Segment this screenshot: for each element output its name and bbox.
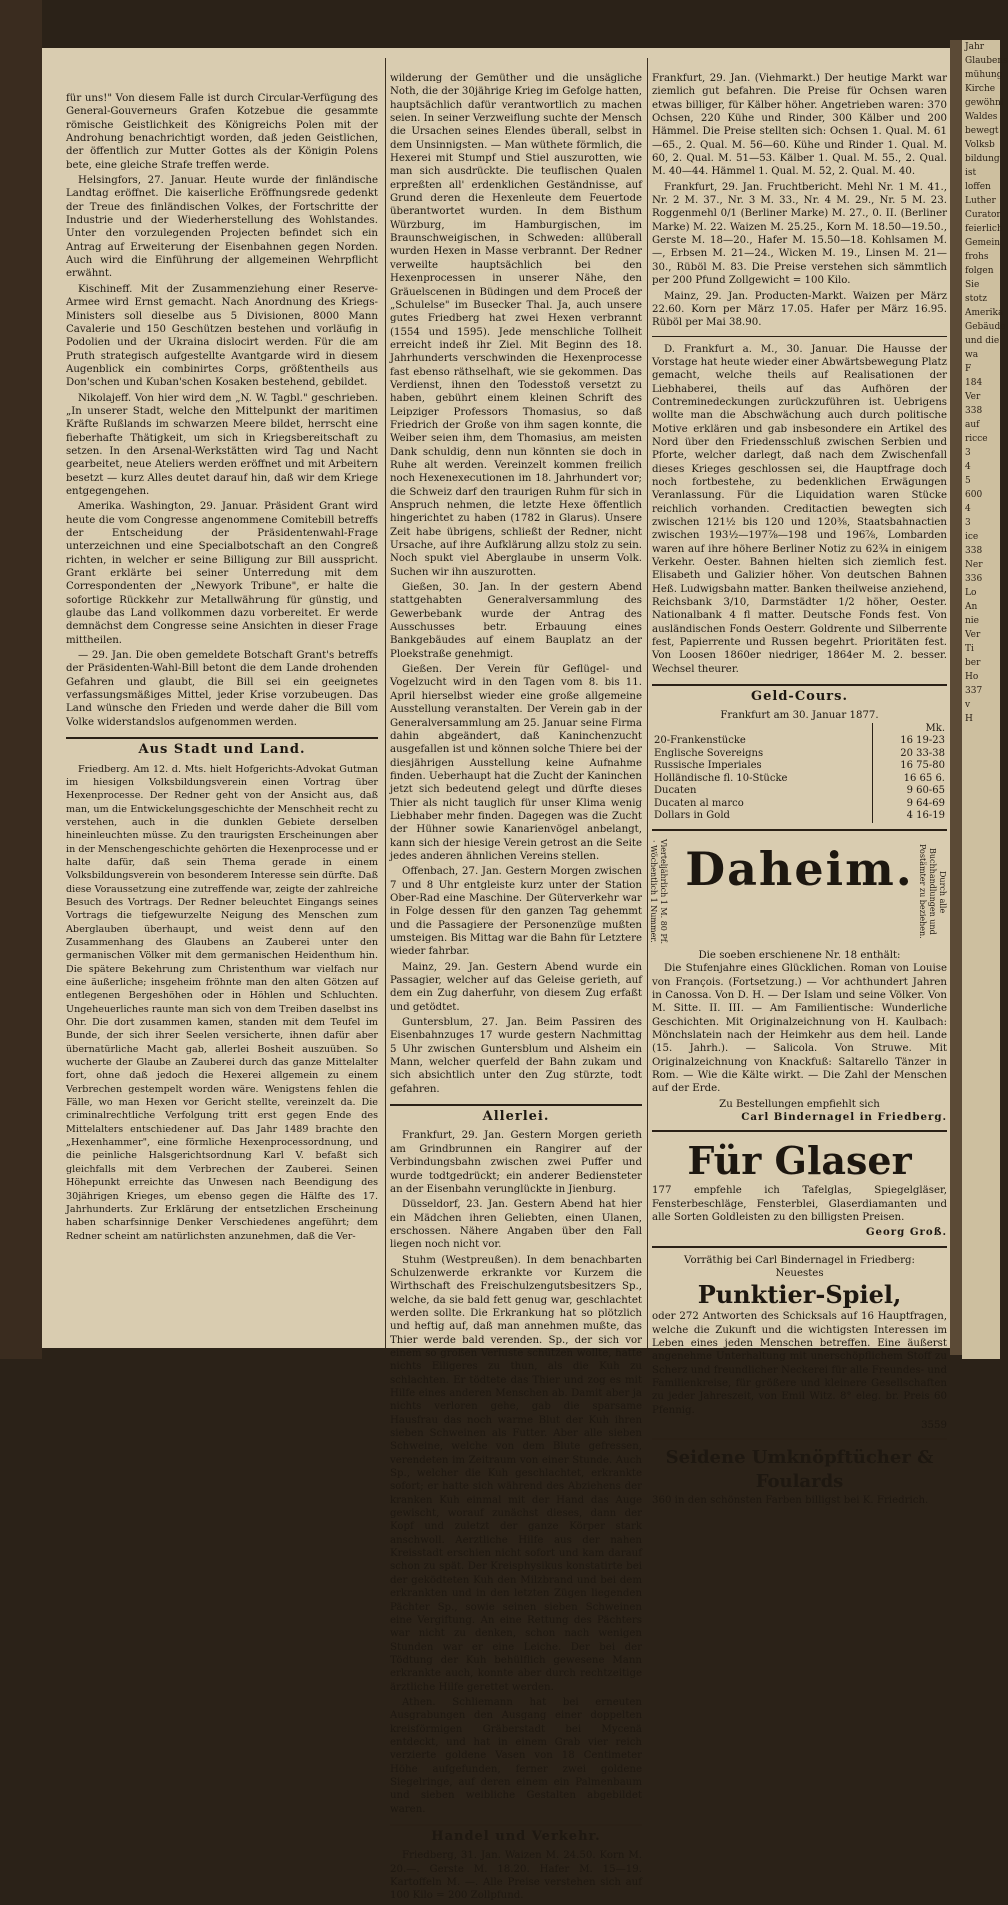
article-athen: Athen. Schliemann hat bei erneuten Ausgrabungen den Ausgang einer doppelten kreisförmigen Gräberstadt bei Mycenä entdeckt, und hat in einem Grab vier reich verzierte goldene Vasen von 18 Centimeter Höhe aufgefunden, ferner zwei goldene Siegelringe, auf deren einem ein Palmenbaum und sieben weibliche Gestalten abgebildet waren. xyxy=(390,1696,642,1815)
article-fruchtbericht: Frankfurt, 29. Jan. Fruchtbericht. Mehl Nr. 1 M. 41., Nr. 2 M. 37., Nr. 3 M. 33., Nr. 4 M. 29., Nr. 5 M. 23. Roggenmehl 0/1 (Berliner Marke) M. 27., 0. II. (Berliner Marke) M. 22. Waizen M. 25.25., Korn M. 18.50—19.50., Gerste M. 18—20., Hafer M. 15.50—18. Kohlsamen M. —, Erbsen M. 21—24., Wicken M. 19., Linsen M. 21—30., Rüböl M. 83. Die Preise verstehen sich sämmtlich per 200 Pfund Zollgewicht = 100 Kilo. xyxy=(652,181,947,287)
cours-unit: Mk. xyxy=(873,723,948,736)
punktier-title: Punktier-Spiel, xyxy=(697,1280,902,1310)
article-hexen-continued: wilderung der Gemüther und die unsägliche Noth, die der 30jährige Krieg im Gefolge hatten, hauptsächlich dafür verantwortlich zu machen seien. In seiner Verzweiflung suchte der Mensch die Ursachen seines Elendes überall, selbst in dem Unsinnigsten. — Man wüthete förmlich, die Hexerei mit Stumpf und Stiel auszurotten, wie man sich ausdrückte. Die teuflischen Qualen erpreßten all' erdenklichen Geständnisse, auf Grund deren die Hexenleute dem Feuertode überantwortet wurden. In dem Bisthum Würzburg, im Hamburgischen, im Braunschweigischen, in Schweden: allüberall wurden Hexen in Masse verbrannt. Der Redner verweilte hauptsächlich bei den Hexenprocessen in unserer Nähe, den Gräuelscenen in Büdingen und dem Proceß der „Schulelse" im Busecker Thal. Ja, auch unsere gutes Friedberg hat zwei Hexen verbrannt (1554 und 1595). Jede menschliche Tollheit erreicht indeß ihr Ziel. Mit Beginn des 18. Jahrhunderts verschwinden die Hexenprocesse fast ebenso räthselhaft, wie sie gekommen. Das Verdienst, ihnen den Todesstoß versetzt zu haben, gebührt einem kleinen Schrift des Leipziger Professors Thomasius, so daß Friedrich der Große von ihm sagen konnte, die Weiber seien ihm, dem Thomasius, am meisten Dank schuldig, denn nun könnten sie doch in Ruhe alt werden. Vereinzelt kommen freilich noch Hexenexecutionen im 18. Jahrhundert vor; die Schweiz darf den traurigen Ruhm für sich in Anspruch nehmen, die letzte Hexe öffentlich hingerichtet zu haben (1782 in Glarus). Unsere Zeit habe übrigens, schließt der Redner, nicht Ursache, auf ihre Aufklärung allzu stolz zu sein. Noch spukt viel Aberglaube in unserm Volk. Suchen wir ihn auszurotten. xyxy=(390,73,643,578)
adjacent-page-line: auf xyxy=(965,420,980,430)
glaser-ad-seller: Georg Groß. xyxy=(865,1226,947,1239)
adjacent-page-line: ricce xyxy=(965,434,988,444)
article-friedberg-markt: Friedberg, 31. Jan. Waizen M. 24.50. Korn M. 20.—. Gerste M. 18.20. Hafer M. 15—19. Kartoffeln M. —. Alle Preise verstehen sich auf 100 Kilo = 200 Zollpfund. xyxy=(390,1850,642,1902)
adjacent-page-line: 338 xyxy=(965,406,983,416)
adjacent-page-line: Ver xyxy=(965,392,981,402)
adjacent-page-line: 4 xyxy=(965,504,971,514)
article-giessen-2: Gießen. Der Verein für Geflügel- und Vogelzucht wird in den Tagen vom 8. bis 11. April hierselbst wieder eine große allgemeine Ausstellung veranstalten. Der Verein gab in der Generalversammlung am 25. Januar seine Firma dahin abgeändert, daß Kaninchenzucht ausgefallen ist und können solche Thiere bei der diesjährigen Ausstellung keine Aufnahme finden. Ueberhaupt hat die Zucht der Kaninchen jetzt sich bedeutend gelegt und dürfte dieses Thier als nicht tauglich für unser Klima wenig Liebhaber mehr finden. Dagegen was die Zucht der Hühner sowie Kanarienvögel anbelangt, kann sich der hiesige Verein getrost an die Seite jedes anderen ähnlichen Vereins stellen. xyxy=(390,664,642,862)
daheim-ad xyxy=(649,837,947,949)
daheim-issue: Die soeben erschienene Nr. 18 enthält: xyxy=(698,949,901,961)
article-duesseldorf: Düsseldorf, 23. Jan. Gestern Abend hat hier ein Mädchen ihren Geliebten, einen Ulanen, erschossen. Nähere Angaben über den Fall liegen noch nicht vor. xyxy=(390,1199,642,1251)
punktier-newest: Neuestes xyxy=(775,1268,824,1279)
book-spine-edge xyxy=(0,0,42,1359)
cours-value: 20 33-38 xyxy=(873,748,948,761)
adjacent-page-line: 5 xyxy=(965,476,971,486)
column-3 xyxy=(649,72,947,1508)
article-friedberg-hexen: Friedberg. Am 12. d. Mts. hielt Hofgerichts-Advokat Gutman im hiesigen Volksbildungsverein einen Vortrag über Hexenprocesse. Der Redner geht von der Ansicht aus, daß man, um die Entwickelungsgeschichte der Menschheit recht zu verstehen, auch in die dunklen Gebiete derselben hineinleuchten müsse. Zu den traurigsten Erscheinungen aber in der Menschengeschichte gehörten die Hexenprocesse und er halte dafür, daß sein Thema gerade in einem Volksbildungsverein von besonderem Interesse sein dürfte. Daß diese Voraussetzung eine zutreffende war, zeigte der zahlreiche Besuch des Vortrags. Der Redner beleuchtet Eingangs seines Vortrags die tiefgewurzelte Neigung des Menschen zum Aberglauben überhaupt, und weist denn auf den Zusammenhang des Glaubens an Zauberei unter den germanischen Völker mit dem germanischen Heidenthum hin. Die spätere Bekehrung zum Christenthum war vielfach nur eine äußerliche; insgeheim fröhnte man den alten Götzen auf entlegenen Bergeshöhen oder in Höhlen und Schluchten. Ungeheuerliches raunte man sich von dem Treiben daselbst ins Ohr. Die dort zusammen kamen, standen mit dem Teufel im Bunde, der sich ihrer Seelen versicherte, ihnen dafür aber übernatürliche Macht gab, allerlei Bosheit auszuüben. So wucherte der Glaube an Zauberei durch das ganze Mittelalter fort, ohne daß jedoch die Hexerei allgemein zu einem Verbrechen gestempelt worden wäre. Wenigstens fehlen die Fälle, wo man Hexen vor Gericht stellte, vereinzelt da. Die criminalrechtliche Verfolgung tritt erst gegen Ende des Mittelalters entschiedener auf. Das Jahr 1489 brachte den „Hexenhammer", eine förmliche Hexenprocessordnung, und die peinliche Halsgerichtsordnung Karl V. befaßt sich gleichfalls mit dem Verbrechen der Zauberei. Seinen Höhepunkt erreichte das Unwesen nach Beendigung des 30jährigen Krieges, um ebenso gegen die Hälfte des 17. Jahrhunderts. Zur Erklärung der entsetzlichen Erscheinung haben scharfsinnige Denker Verschiedenes angeführt; dem Redner scheint am natürlichsten anzunehmen, daß die Ver- xyxy=(66,763,378,1242)
cours-currency: Ducaten xyxy=(654,785,697,797)
cours-value: 16 75-80 xyxy=(873,760,948,773)
adjacent-page-line: Gebäude xyxy=(965,322,1006,332)
daheim-contents: Die Stufenjahre eines Glücklichen. Roman von Louise von François. (Fortsetzung.) — Vor achthundert Jahren in Canossa. Von D. H. — Der Islam und seine Völker. Von M. Sitte. II. III. — Am Familientische: Wunderliche Geschichten. Mit Originalzeichnung von H. Kaulbach: Mönchslatein nach der Heimkehr aus dem heil. Lande (15. Jahrh.). — Salicola. Von Struwe. Mit Originalzeichnung von Knackfuß: Saltarello Tänzer in Rom. — Wie die Kälte wirkt. — Die Zahl der Menschen auf der Erde. xyxy=(652,963,947,1095)
adjacent-page-line: Volksb xyxy=(965,140,995,150)
adjacent-page-fragment xyxy=(962,40,1008,1359)
article-mainz: Mainz, 29. Jan. Gestern Abend wurde ein Passagier, welcher auf das Geleise gerieth, auf dem ein Zug daherfuhr, von diesem Zug erfaßt und getödtet. xyxy=(390,961,642,1013)
article-helsingfors: Helsingfors, 27. Januar. Heute wurde der finländische Landtag eröffnet. Die kaiserliche Eröffnungsrede gedenkt der Treue des finländischen Volkes, der Fortschritte der Industrie und der Wiederherstellung des Wohlstandes. Unter den vorzulegenden Projecten befindet sich ein Antrag auf Erweiterung der Eisenbahnen gegen Norden. Auch wird die Einführung der allgemeinen Wehrpflicht erwähnt. xyxy=(66,175,378,280)
adjacent-page-line: Sie xyxy=(965,280,980,290)
punktier-stock-note: Vorräthig bei Carl Bindernagel in Friedberg: xyxy=(684,1254,915,1266)
cours-currency: Ducaten al marco xyxy=(654,797,744,809)
adjacent-page-line: v xyxy=(965,700,971,710)
article-frankfurt-rangirer: Frankfurt, 29. Jan. Gestern Morgen gerieth am Grindbrunnen ein Rangirer auf der Verbindungsbahn zwischen zwei Puffer und wurde todtgedrückt; ein anderer Bediensteter an der Eisenbahn verunglückte in Jienburg. xyxy=(390,1130,642,1195)
daheim-distribution-note: Durch alle Buchhandlungen und Postämter zu beziehen. xyxy=(918,844,947,940)
adjacent-page-line: 4 xyxy=(965,462,971,472)
adjacent-page-line: Gemein xyxy=(965,238,1001,248)
adjacent-page-line: stotz xyxy=(965,294,988,304)
cours-currency: Russische Imperiales xyxy=(654,760,762,772)
adjacent-page-line: frohs xyxy=(965,252,989,262)
column-1 xyxy=(66,92,378,1245)
adjacent-page-line: Jahr xyxy=(965,42,985,52)
punktier-number: 3559 xyxy=(921,1420,947,1432)
adjacent-page-line: folgen xyxy=(965,266,994,276)
glaser-ad-text: 177 empfehle ich Tafelglas, Spiegelgläser, Fensterbeschläge, Fensterblei, Glaserdiamanten und alle Sorten Goldleisten zu den billigsten Preisen. xyxy=(652,1185,947,1223)
article-mainz-producten: Mainz, 29. Jan. Producten-Markt. Waizen per März 22.60. Korn per März 17.05. Hafer per März 16.95. Rüböl per Mai 38.90. xyxy=(652,290,947,329)
article-stuhm: Stuhm (Westpreußen). In dem benachbarten Schulzenwerde erkrankte vor Kurzem die Wirthschaft des Freischulzengutsbesitzers Sp., welche, da sie bald fett genug war, geschlachtet werden sollte. Die Erkrankung hat so plötzlich und heftig auf, daß man annehmen mußte, das Thier werde bald verenden. Sp., der sich vor einem so großen Verluste schützen wollte, hatte nichts Eiligeres zu thun, als die Kuh zu schlachten. Er tödtete das Thier und zog es mit Hilfe eines anderen Menschen ab. Damit aber ja nichts verloren gehe, gab die sparsame Hausfrau das noch warme Blut der Kuh ihren sieben Schweinen als Futter. Aber alle sieben Schweine, welche von dem Blute gefressen, verendeten im Zeitraum von einer Stunde. Auch Sp., welcher die Kuh geschlachtet, erkrankte sofort; er hatte sich während des Abziehens der kranken Kuh einmal mit der Hand das Auge gewischt, worauf zunächst dieses, dann der Kopf und zuletzt der ganze Körper stark anschwoll. Aerztliche Hilfe aus der nahen Kreisstadt erschien nicht sofort und kam darauf schon zu spät. Der Kreisphysikus konstatirte bei der geködteten Kuh den Milzbrand und bei dem erkrankten und in den letzten Zügen liegenden Pächter Sp., sowie seinen sieben Schweinen eine Vergiftung. An eine Rettung des Pächters war nicht zu denken, schon nach wenigen Stunden war er eine Leiche. Der bei der Tödtung der Kuh behülflich gewesene Mann erkrankte auch, konnte aber durch rechtzeitige ärztliche Hilfe gerettet werden. xyxy=(390,1254,642,1693)
adjacent-page-line: ber xyxy=(965,658,981,668)
adjacent-page-line: Curator xyxy=(965,210,1001,220)
cours-table xyxy=(652,723,947,823)
cours-value: 16 19-23 xyxy=(873,735,948,748)
adjacent-page-line: Luther xyxy=(965,196,996,206)
column-2 xyxy=(390,72,642,1905)
cours-currency: Holländische fl. 10-Stücke xyxy=(654,772,788,784)
adjacent-page-line: nie xyxy=(965,616,980,626)
article-grant-botschaft: — 29. Jan. Die oben gemeldete Botschaft Grant's betreffs der Präsidenten-Wahl-Bill betont die dem Lande drohenden Gefahren und glaubt, die Bill sei ein geeignetes verfassungsmäßiges Mittel, jeder Krise vorzubeugen. Das Land wünsche den Frieden und werde daher die Bill vom Volke widerstandslos aufgenommen werden. xyxy=(66,650,378,728)
adjacent-page-line: Lo xyxy=(965,588,977,598)
adjacent-page-line: Ho xyxy=(965,672,979,682)
adjacent-page-line: 600 xyxy=(965,490,983,500)
glaser-ad-title: Für Glaser xyxy=(687,1138,912,1184)
section-heading-stadt-land: Aus Stadt und Land. xyxy=(66,737,378,756)
article-boerse: D. Frankfurt a. M., 30. Januar. Die Hausse der Vorstage hat heute wieder einer Abwärtsbewegung Platz gemacht, welche theils auf Realisationen der Liebhaberei, theils auf das Aufhören der Contreminedeckungen zurückzuführen ist. Uebrigens wollte man die Abschwächung auch durch politische Motive erklären und gab insbesondere ein Artikel des Nord über den Friedensschluß zwischen Serbien und Pforte, welcher darlegt, daß nach dem Zwischenfall dieses Krieges geschlossen sei, die Hauptfrage doch noch fortbestehe, zu bedenklichen Erwägungen Veranlassung. Für die Liquidation waren Stücke reichlich vorhanden. Creditactien bewegten sich zwischen 121½ bis 120 und 120⅜, Staatsbahnactien zwischen 193½—197⅞—198 und 196⅞, Lombarden waren auf ihre höhere Berliner Notiz zu 62¾ in einigem Verkehr. Oester. Bahnen hielten sich ziemlich fest. Elisabeth und Galizier höher. Von deutschen Bahnen Heß. Ludwigsbahn matter. Banken theilweise anziehend, Reichsbank 3/10, Darmstädter 1/2 höher, Oester. Nationalbank 4 fl matter. Deutsche Fonds fest. Von ausländischen Fonds Oesterr. Goldrente und Silberrente fest, Papierrente und Russen begehrt. Prioritäten fest. Von Loosen 1860er niedriger, 1864er M. 2. besser. Wechsel theurer. xyxy=(652,343,947,675)
cours-date: Frankfurt am 30. Januar 1877. xyxy=(720,710,879,722)
adjacent-page-line: Ner xyxy=(965,560,983,570)
cours-row xyxy=(652,773,947,786)
cours-row xyxy=(652,760,947,773)
adjacent-page-line: H xyxy=(965,714,973,724)
article-offenbach: Offenbach, 27. Jan. Gestern Morgen zwischen 7 und 8 Uhr entgleiste kurz unter der Station Ober-Rad eine Maschine. Der Güterverkehr war in Folge dessen für den ganzen Tag gehemmt und die Passagiere der Personenzüge mußten umsteigen. Bis Mittag war die Bahn für Letztere wieder fahrbar. xyxy=(390,866,642,958)
adjacent-page-line: 184 xyxy=(965,378,983,388)
daheim-seller: Carl Bindernagel in Friedberg. xyxy=(741,1110,947,1123)
seide-ad-text: 360 in den schönsten Farben billigst bei K. Friedrich. xyxy=(652,1495,929,1507)
cours-row xyxy=(652,810,947,823)
adjacent-page-line: mühung xyxy=(965,70,1003,80)
cours-row xyxy=(652,748,947,761)
adjacent-page-line: 3 xyxy=(965,518,971,528)
cours-value: 9 64-69 xyxy=(873,798,948,811)
adjacent-page-line: 337 xyxy=(965,686,983,696)
adjacent-page-line: 336 xyxy=(965,574,983,584)
adjacent-page-line: An xyxy=(965,602,978,612)
cours-value: 9 60-65 xyxy=(873,785,948,798)
cours-value: 4 16-19 xyxy=(873,810,948,823)
punktier-text: oder 272 Antworten des Schicksals auf 16 Hauptfragen, welche die Zukunft und die wichtigsten Interessen im Leben eines jeden Menschen betreffen. Eine äußerst angenehme Unterhaltung mit unerschöpflichem Stoff zu Scherz und freundlicher Neckerei für alle Freundes- und Familienkreise, für größere und kleinere Gesellschaften zu jeder Jahreszeit, von Emil Witz. 8° eleg. br. Preis 60 Pfennig. xyxy=(652,1311,947,1416)
cours-row xyxy=(652,735,947,748)
section-heading-geld-cours: Geld-Cours. xyxy=(652,684,947,703)
cours-currency: Dollars in Gold xyxy=(654,810,730,822)
adjacent-page-line: Ti xyxy=(965,644,974,654)
cours-row xyxy=(652,785,947,798)
article-nikolajeff: Nikolajeff. Von hier wird dem „N. W. Tagbl." geschrieben. „In unserer Stadt, welche den Mittelpunkt der maritimen Kräfte Rußlands im schwarzen Meere bildet, herrscht eine fieberhafte Thätigkeit, um sich in Kriegsbereitschaft zu setzen. In den Arsenal-Werkstätten wird Tag und Nacht gearbeitet, neue Ateliers werden eröffnet und mit Arbeitern besetzt — kurz Alles deutet darauf hin, daß wir dem Kriege entgegengehen. xyxy=(66,392,378,497)
adjacent-page-line: bewegt xyxy=(965,126,999,136)
daheim-order-note: Zu Bestellungen empfiehlt sich xyxy=(719,1098,880,1110)
column-divider-2 xyxy=(647,58,648,1348)
adjacent-page-line: feierlich xyxy=(965,224,1003,234)
adjacent-page-line: und die xyxy=(965,336,1000,346)
adjacent-page-line: Amerika xyxy=(965,308,1004,318)
article-amerika: Amerika. Washington, 29. Januar. Präsident Grant wird heute die vom Congresse angenommene Comitebill betreffs der Entscheidung der Präsidentenwahl-Frage unterzeichnen und eine Specialbotschaft an den Congreß richten, in welcher er seine Billigung zur Bill ausspricht. Grant erklärte bei seiner Unterredung mit dem Correspondenten der „Newyork Tribune", er halte die sofortige Rückkehr zur Metallwährung für günstig, und glaube das Land vollkommen dazu vorbereitet. Er werde demnächst dem Congresse seine Ansichten in dieser Frage mittheilen. xyxy=(66,501,378,646)
seide-ad-title: Seidene Umknöpftücher & Foulards xyxy=(665,1447,934,1493)
adjacent-page-line: loffen xyxy=(965,182,991,192)
adjacent-page-line: Glaubens xyxy=(965,56,1008,66)
adjacent-page-line: gewöhnl xyxy=(965,98,1004,108)
adjacent-page-line: 338 xyxy=(965,546,983,556)
cours-currency: 20-Frankenstücke xyxy=(654,735,746,747)
daheim-title: Daheim. xyxy=(685,841,914,896)
adjacent-page-line: Kirche xyxy=(965,84,996,94)
adjacent-page-line: Ver xyxy=(965,630,981,640)
article-kischineff: Kischineff. Mit der Zusammenziehung einer Reserve-Armee wird Ernst gemacht. Nach Anordnung des Kriegs-Ministers soll dieselbe aus 5 Divisionen, 8000 Mann Cavalerie und 150 Geschützen bestehen und vorläufig in Podolien und der Ukraina dislocirt werden. Für die am Pruth strategisch aufgestellte Avantgarde wird in diesem Augenblick ein combinirtes Corps, größtentheils aus Don'schen und Kuban'schen Kosaken bestehend, gebildet. xyxy=(66,283,378,389)
article-giessen-1: Gießen, 30. Jan. In der gestern Abend stattgehabten Generalversammlung des Gewerbebank wurde der Antrag des Ausschusses betr. Erbauung eines Bankgebäudes auf einem Bauplatz an der Ploekstraße genehmigt. xyxy=(390,582,642,660)
adjacent-page-line: ist xyxy=(965,168,977,178)
article-viehmarkt: Frankfurt, 29. Jan. (Viehmarkt.) Der heutige Markt war ziemlich gut befahren. Die Preise für Ochsen waren etwas billiger, für Kälber höher. Angetrieben waren: 370 Ochsen, 220 Kühe und Rinder, 300 Kälber und 200 Hämmel. Die Preise stellten sich: Ochsen 1. Qual. M. 61—65., 2. Qual. M. 56—60. Kühe und Rinder 1. Qual. M. 60, 2. Qual. M. 51—53. Kälber 1. Qual. M. 55., 2. Qual. M. 40—44. Hämmel 1. Qual. M. 52, 2. Qual. M. 40. xyxy=(652,73,947,178)
cours-row xyxy=(652,798,947,811)
column-divider-1 xyxy=(385,58,386,1348)
adjacent-page-line: Waldes xyxy=(965,112,998,122)
adjacent-page-line: bildung xyxy=(965,154,1000,164)
article-guntersblum: Guntersblum, 27. Jan. Beim Passiren des Eisenbahnzuges 17 wurde gestern Nachmittag 5 Uhr zwischen Guntersblum und Alsheim ein Mann, welcher querfeld der Bahn zukam und sich absichtlich unter den Zug stürzte, todt gefahren. xyxy=(390,1017,642,1095)
section-heading-allerlei: Allerlei. xyxy=(390,1104,642,1123)
adjacent-page-line: wa xyxy=(965,350,979,360)
article-poland: für uns!" Von diesem Falle ist durch Circular-Verfügung des General-Gouverneurs Grafen Kotzebue die gesammte römische Geistlichkeit des Königreichs Polen mit der Androhung benachrichtigt worden, daß jeden Geistlichen, der öffentlich zur Mutter Gottes als der Königin Polens bete, eine gleiche Strafe treffen werde. xyxy=(66,93,378,171)
cours-currency: Englische Sovereigns xyxy=(654,747,764,759)
adjacent-page-line: ice xyxy=(965,532,979,542)
adjacent-page-line: 3 xyxy=(965,448,971,458)
section-heading-handel: Handel und Verkehr. xyxy=(390,1824,642,1843)
daheim-price-note: Vierteljährlich 1 M. 80 Pf. · Wöchentlich 1 Nummer. xyxy=(649,839,668,945)
adjacent-page-line: F xyxy=(965,364,972,374)
cours-value: 16 65 6. xyxy=(873,773,948,786)
